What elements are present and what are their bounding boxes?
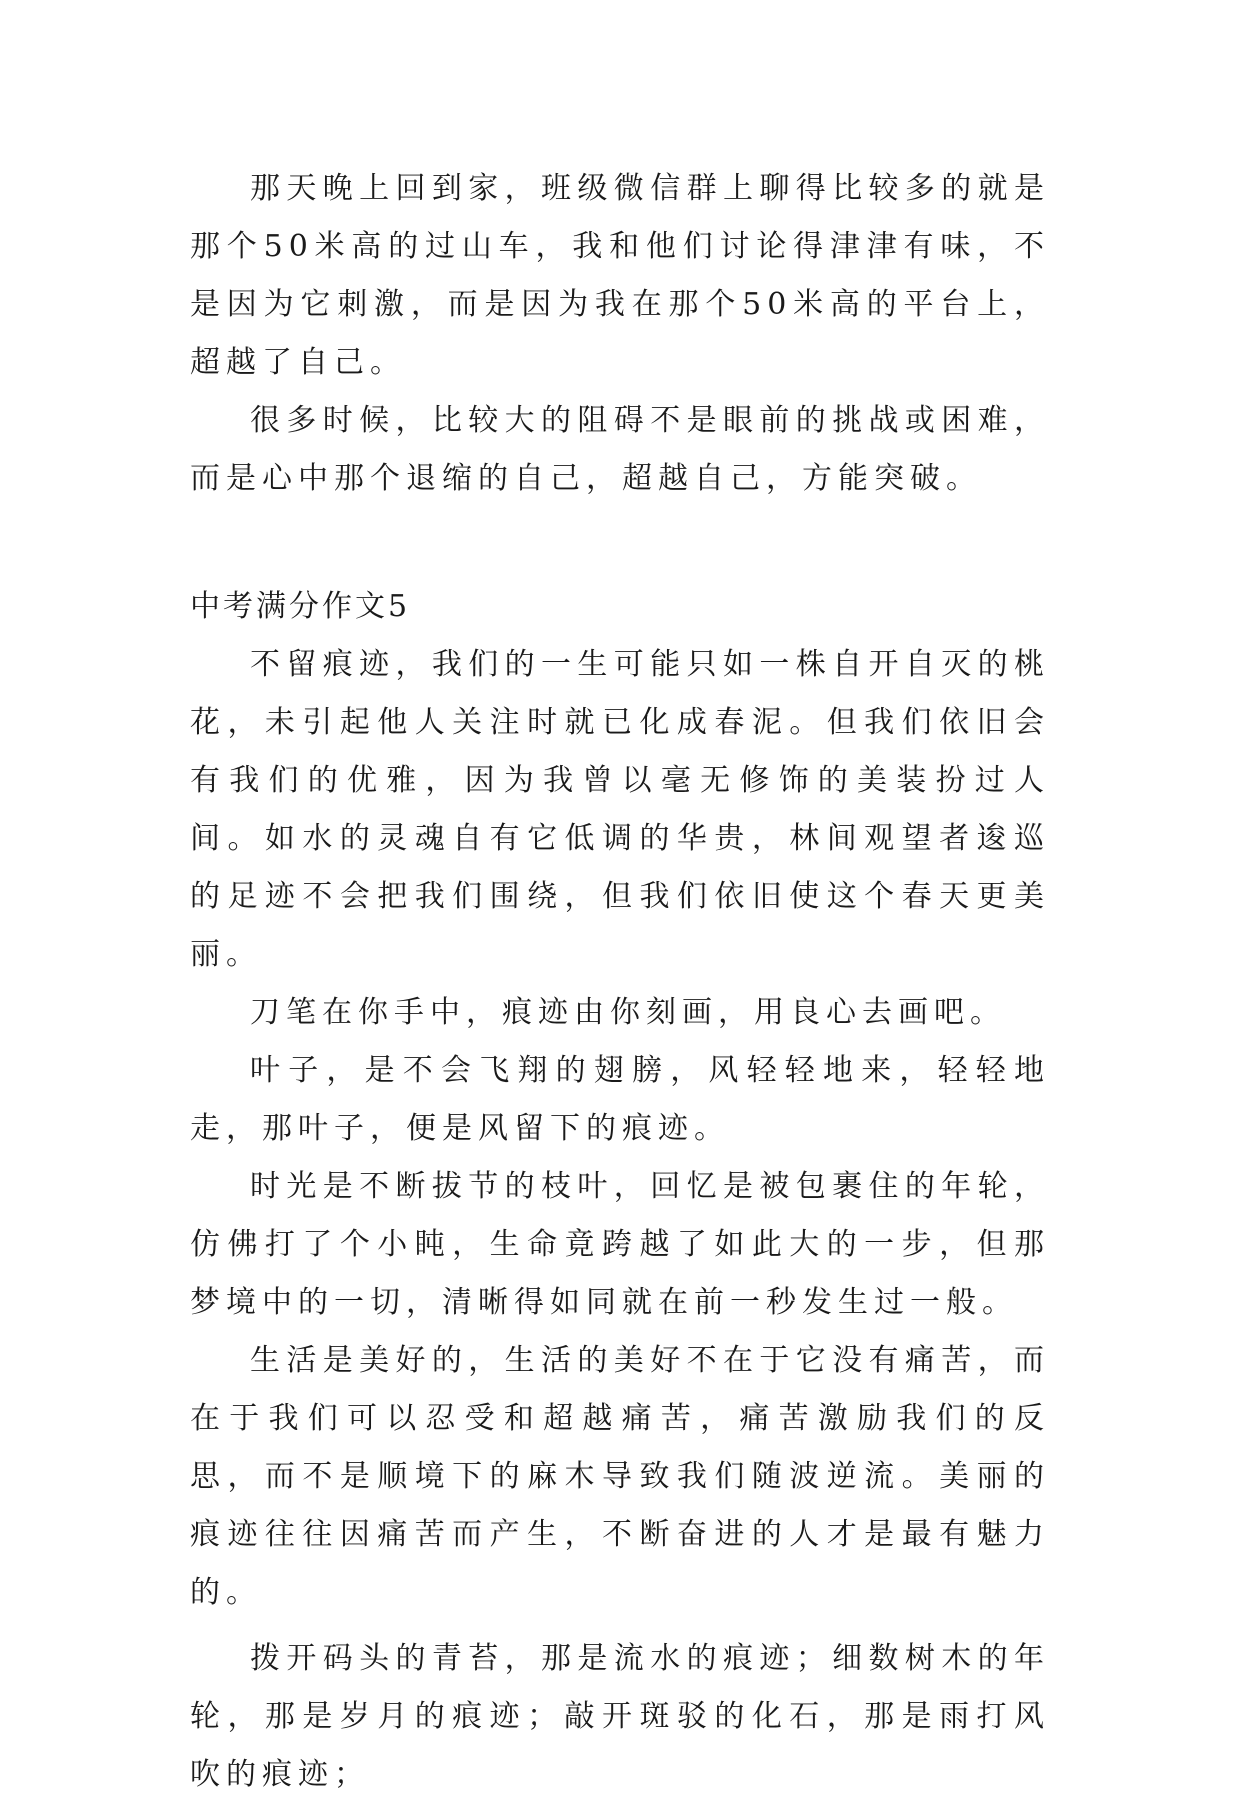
paragraph: 那天晚上回到家，班级微信群上聊得比较多的就是那个50米高的过山车，我和他们讨论得津津有味，不是因为它刺激，而是因为我在那个50米高的平台上，超越了自己。 xyxy=(190,171,1050,380)
paragraph: 生活是美好的，生活的美好不在于它没有痛苦，而在于我们可以忍受和超越痛苦，痛苦激励我们的反思，而不是顺境下的麻木导致我们随波逆流。美丽的痕迹往往因痛苦而产生，不断奋进的人才是最有魅力的。 xyxy=(190,1343,1050,1610)
paragraph-spacer xyxy=(190,1622,1050,1630)
paragraph: 拨开码头的青苔，那是流水的痕迹；细数树木的年轮，那是岁月的痕迹；敲开斑驳的化石，那是雨打风吹的痕迹； xyxy=(190,1641,1050,1792)
document-page xyxy=(190,160,1050,1804)
paragraph: 很多时候，比较大的阻碍不是眼前的挑战或困难，而是心中那个退缩的自己，超越自己，方能突破。 xyxy=(190,403,1050,496)
paragraph: 时光是不断拔节的枝叶，回忆是被包裹住的年轮，仿佛打了个小盹，生命竟跨越了如此大的一步，但那梦境中的一切，清晰得如同就在前一秒发生过一般。 xyxy=(190,1169,1050,1320)
paragraph: 刀笔在你手中，痕迹由你刻画，用良心去画吧。 xyxy=(250,995,1006,1030)
paragraph: 叶子，是不会飞翔的翅膀，风轻轻地来，轻轻地走，那叶子，便是风留下的痕迹。 xyxy=(190,1053,1050,1146)
paragraph: 不留痕迹，我们的一生可能只如一株自开自灭的桃花，未引起他人关注时就已化成春泥。但我们依旧会有我们的优雅，因为我曾以毫无修饰的美装扮过人间。如水的灵魂自有它低调的华贵，林间观望者逡巡的足迹不会把我们围绕，但我们依旧使这个春天更美丽。 xyxy=(190,647,1050,972)
section-spacer xyxy=(190,508,1050,578)
section-heading: 中考满分作文5 xyxy=(190,589,411,624)
